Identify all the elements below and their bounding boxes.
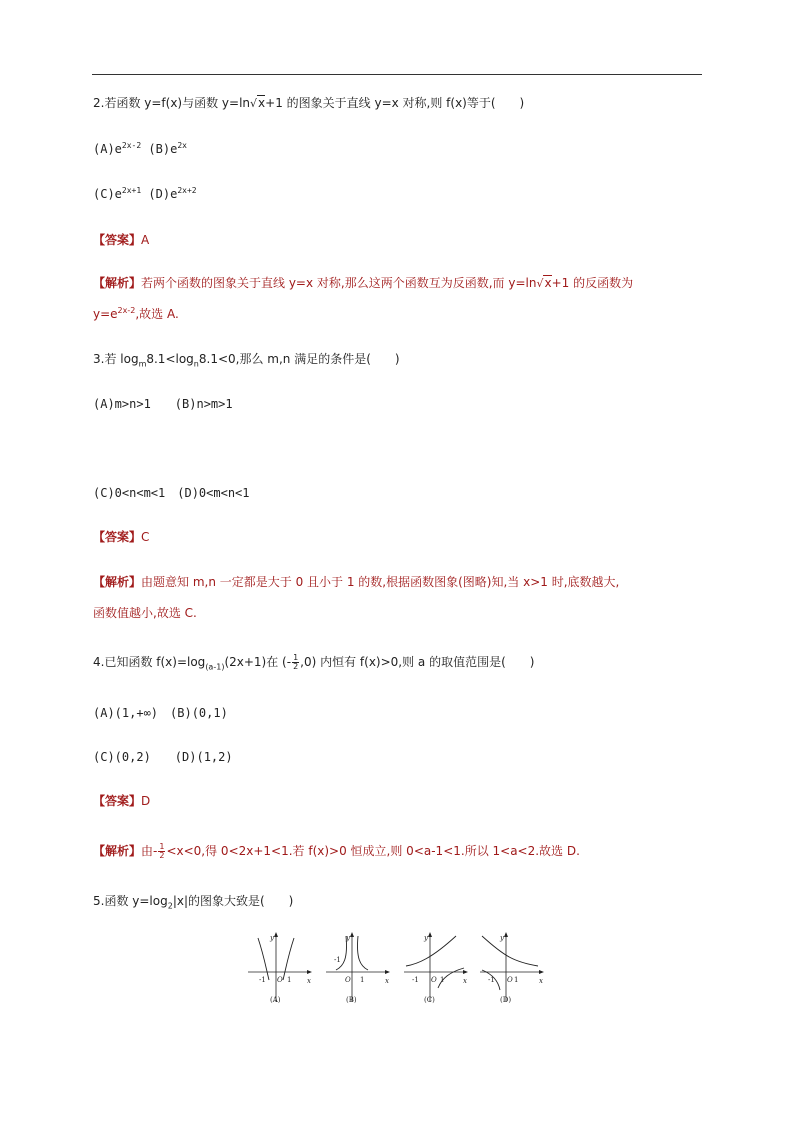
graph-a-tick-1: 1 (287, 976, 292, 984)
graph-b-caption: (B) (346, 996, 357, 1004)
graph-d-axis-y: y (500, 934, 504, 942)
q4-fraction: $\frac{1}{2}$ (293, 653, 299, 671)
graph-c-caption: (C) (424, 996, 435, 1004)
q3-answer: 【答案】C (93, 530, 150, 544)
q4-options-ab: (A)(1,+∞) (B)(0,1) (93, 706, 228, 720)
graph-b (326, 932, 390, 1004)
q5-stem: 5.函数 $y=\log_2|x|$的图象大致是( ) (93, 894, 294, 911)
graph-b-tick-origin: O (345, 976, 351, 984)
graph-b-axis-x: x (385, 977, 389, 985)
graph-a-axis-x: x (307, 977, 311, 985)
graph-b-axis-y: y (346, 934, 350, 942)
q5-graph-options (246, 928, 546, 1008)
q4-analysis-fraction: $\frac{1}{2}$ (159, 842, 165, 860)
q3-analysis-line1: 【解析】由题意知 m,n 一定都是大于 0 且小于 1 的数,根据函数图象(图略)知,当 x>1 时,底数越大, (93, 575, 620, 589)
graph-d-tick-neg1: -1 (488, 976, 495, 984)
q2-answer: 【答案】A (93, 233, 150, 247)
graph-c-axis-y: y (424, 934, 428, 942)
graph-a-caption: (A) (270, 996, 281, 1004)
q2-options-cd: $(C)e^{2x+1}$ $(D)e^{2x+2}$ (93, 186, 197, 201)
q3-options-cd: (C)0<n<m<1 (D)0<m<n<1 (93, 486, 250, 500)
q4-answer: 【答案】D (93, 794, 151, 808)
graph-d-caption: (D) (500, 996, 512, 1004)
graph-a-tick-neg1: -1 (259, 976, 266, 984)
q2-stem: 2.若函数 y=f(x)与函数 y=ln√x+1 的图象关于直线 y=x 对称,则 f(x)等于( ) (93, 96, 525, 110)
graph-d-tick-1: 1 (514, 976, 519, 984)
q4-stem: 4.已知函数 $f(x)=\log_{(a-1)}(2x+1)$在 (- $\frac{1}{2}$ ,0) 内恒有 f(x)>0,则 a 的取值范围是( ) (93, 653, 535, 672)
q2-options-ab: $(A)e^{2x-2}$ $(B)e^{2x}$ (93, 141, 187, 156)
graph-b-tick-neg1: -1 (334, 956, 341, 964)
graph-b-tick-1: 1 (360, 976, 365, 984)
graph-d-tick-origin: O (507, 976, 513, 984)
graph-a-axis-y: y (270, 934, 274, 942)
graph-c (404, 932, 468, 1004)
graph-d (480, 932, 544, 1004)
graph-c-tick-neg1: -1 (412, 976, 419, 984)
graph-a (248, 932, 312, 1004)
graph-d-axis-x: x (539, 977, 543, 985)
q3-stem: 3.若 $\log_m8.1<\log_n8.1<0$,那么 m,n 满足的条件是( ) (93, 352, 400, 369)
q3-options-ab: (A)m>n>1 (B)n>m>1 (93, 397, 233, 411)
q2-analysis-line1: 【解析】若两个函数的图象关于直线 y=x 对称,那么这两个函数互为反函数,而 y=ln√x+1 的反函数为 (93, 276, 634, 290)
graph-a-tick-origin: O (277, 976, 283, 984)
q3-analysis-line2: 函数值越小,故选 C. (93, 606, 197, 620)
header-rule (92, 74, 702, 75)
graph-c-axis-x: x (463, 977, 467, 985)
q4-options-cd: (C)(0,2) (D)(1,2) (93, 750, 233, 764)
graph-c-tick-origin: O (431, 976, 437, 984)
graph-c-tick-1: 1 (440, 976, 445, 984)
q4-analysis: 【解析】由- $\frac{1}{2}$ <x<0,得 0<2x+1<1.若 f(x)>0 恒成立,则 0<a-1<1.所以 1<a<2.故选 D. (93, 842, 580, 860)
q2-analysis-line2: $y=e^{2x-2}$,故选 A. (93, 306, 179, 321)
